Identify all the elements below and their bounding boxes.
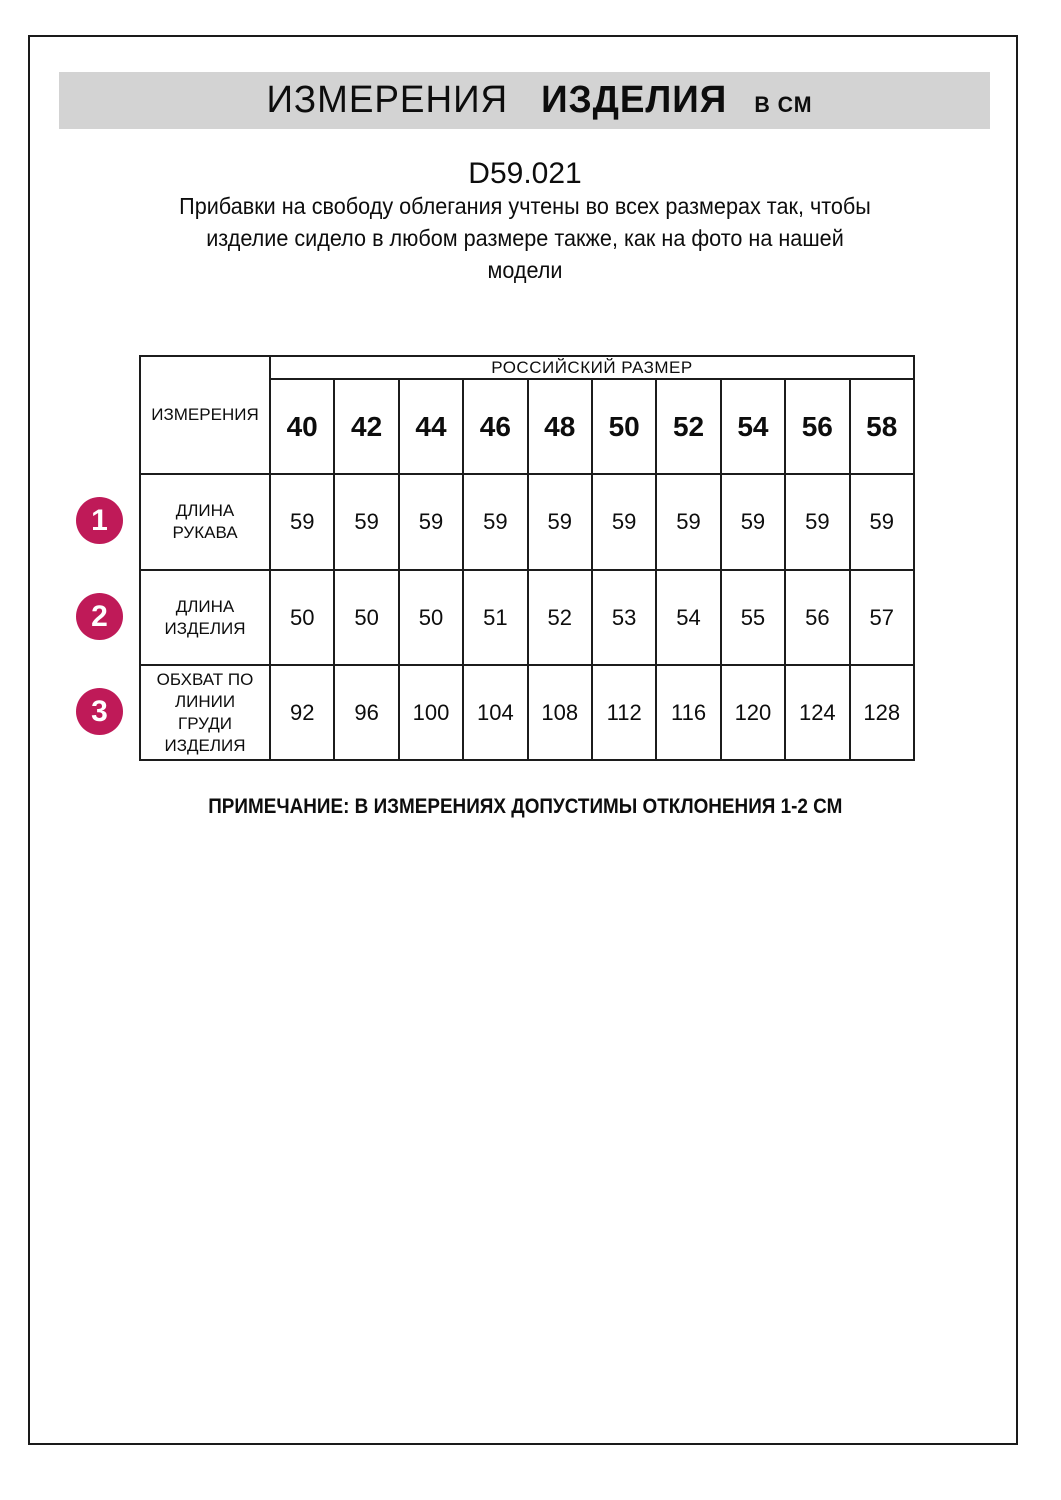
cell-value: 59 (656, 474, 720, 570)
row-number-badge-1: 1 (76, 497, 123, 544)
cell-value: 50 (399, 570, 463, 665)
cell-value: 59 (463, 474, 527, 570)
cell-value: 51 (463, 570, 527, 665)
cell-value: 108 (528, 665, 592, 760)
size-header: 50 (592, 379, 656, 474)
size-header: 54 (721, 379, 785, 474)
row-number-badge-3: 3 (76, 688, 123, 735)
cell-value: 52 (528, 570, 592, 665)
title-main: ИЗМЕРЕНИЯ (266, 79, 509, 121)
intro-line: изделие сидело в любом размере также, как на фото на нашей (206, 225, 844, 251)
cell-value: 50 (334, 570, 398, 665)
cell-value: 56 (785, 570, 849, 665)
cell-value: 104 (463, 665, 527, 760)
intro-paragraph (30, 190, 1020, 286)
cell-value: 54 (656, 570, 720, 665)
cell-value: 59 (721, 474, 785, 570)
cell-value: 100 (399, 665, 463, 760)
table-row-item-length (140, 570, 914, 665)
title-emphasis: ИЗДЕЛИЯ (541, 79, 728, 121)
cell-value: 59 (850, 474, 914, 570)
cell-value: 59 (334, 474, 398, 570)
tolerance-note-text: ПРИМЕЧАНИЕ: В ИЗМЕРЕНИЯХ ДОПУСТИМЫ ОТКЛОНЕНИЯ 1-2 СМ (207, 795, 843, 818)
title-banner (59, 72, 990, 129)
cell-value: 59 (592, 474, 656, 570)
cell-value: 59 (399, 474, 463, 570)
row-label: ДЛИНА РУКАВА (140, 474, 270, 570)
cell-value: 128 (850, 665, 914, 760)
cell-value: 96 (334, 665, 398, 760)
cell-value: 120 (721, 665, 785, 760)
size-header: 48 (528, 379, 592, 474)
title-banner-text (266, 72, 812, 129)
table-row (140, 356, 914, 379)
size-header: 46 (463, 379, 527, 474)
cell-value: 59 (785, 474, 849, 570)
size-header: 40 (270, 379, 334, 474)
cell-value: 116 (656, 665, 720, 760)
cell-value: 124 (785, 665, 849, 760)
table-row-chest-girth (140, 665, 914, 760)
cell-value: 59 (270, 474, 334, 570)
size-header: 42 (334, 379, 398, 474)
tolerance-note (30, 795, 1020, 819)
cell-value: 59 (528, 474, 592, 570)
size-table (139, 355, 915, 761)
intro-line: Прибавки на свободу облегания учтены во всех размерах так, чтобы (179, 193, 871, 219)
title-unit: В СМ (754, 92, 813, 117)
table-row-sleeve-length (140, 474, 914, 570)
size-header: 56 (785, 379, 849, 474)
row-label: ДЛИНА ИЗДЕЛИЯ (140, 570, 270, 665)
row-label: ОБХВАТ ПО ЛИНИИ ГРУДИ ИЗДЕЛИЯ (140, 665, 270, 760)
row-number-badge-2: 2 (76, 593, 123, 640)
cell-value: 112 (592, 665, 656, 760)
cell-value: 50 (270, 570, 334, 665)
cell-value: 57 (850, 570, 914, 665)
intro-line: модели (487, 257, 563, 283)
size-header: 58 (850, 379, 914, 474)
measure-column-header: ИЗМЕРЕНИЯ (140, 356, 270, 474)
size-header: 52 (656, 379, 720, 474)
cell-value: 55 (721, 570, 785, 665)
cell-value: 92 (270, 665, 334, 760)
model-code: D59.021 (468, 157, 582, 190)
size-group-header: РОССИЙСКИЙ РАЗМЕР (270, 356, 914, 379)
size-header: 44 (399, 379, 463, 474)
cell-value: 53 (592, 570, 656, 665)
page-border-frame (28, 35, 1018, 1445)
